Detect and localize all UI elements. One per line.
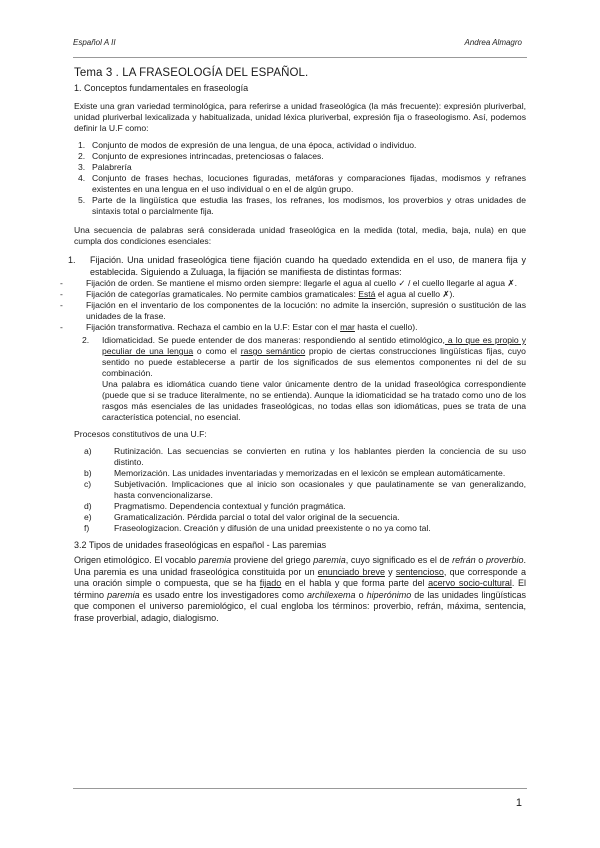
header-course: Español A II — [73, 38, 116, 47]
header-author: Andrea Almagro — [464, 38, 522, 47]
intro-paragraph: Existe una gran variedad terminológica, para referirse a unidad fraseológica (la más frecuente): expresión pluriverbal, unidad pluriverbal lexicalizada y habitualizada, unidad léxica pluriverbal, expresión fija o fraseologismo. Así, podemos definir la U.F como: — [74, 101, 526, 133]
list-item: - Fijación de categorías gramaticales. No permite cambios gramaticales: Está el agua al cuello ✗). — [60, 289, 455, 299]
list-item: - Fijación transformativa. Rechaza el cambio en la U.F: Estar con el mar hasta el cuello). — [60, 322, 418, 332]
footer-rule — [73, 788, 527, 789]
idiomaticidad-item: 2. Idiomaticidad. Se puede entender de dos maneras: respondiendo al sentido etimológico, a lo que es propio y peculiar de una lengua o como el rasgo semántico propio de ciertas construcciones lingüísticas fijas, cuyo sentido no puede establecerse a partir de los significados de sus elementos componentes ni del de su combinación. Una palabra es idiomática cuando tiene valor únicamente dentro de la unidad fraseológica correspondiente (puede que si se traduce literalmente, no se entienda). Aunque la idiomaticidad se ha tratado como uno de los rasgos más esenciales de las unidades fraseológicas, no todas ellas son idiomáticas, pues se trata de una característica potencial, no esencial. — [82, 335, 526, 422]
page-title: Tema 3 . LA FRASEOLOGÍA DEL ESPAÑOL. — [74, 67, 309, 79]
page-number: 1 — [515, 797, 522, 809]
list-item: c) Subjetivación. Implicaciones que al inicio son ocasionales y que paulatinamente se van generalizando, hasta convencionalizarse. — [84, 479, 526, 500]
definitions-list — [74, 140, 526, 217]
procesos-list — [74, 446, 526, 534]
fijacion-item: 1. Fijación. Una unidad fraseológica tiene fijación cuando ha quedado extendida en el uso, de manera fija y establecida. Siguiendo a Zuluaga, la fijación se manifiesta de distintas formas: — [68, 255, 526, 277]
header-rule — [73, 57, 527, 58]
list-item: 2. Conjunto de expresiones intrincadas, pretenciosas o falaces. — [78, 151, 324, 161]
list-item: f) Fraseologizacion. Creación y difusión de una unidad preexistente o no ya como tal. — [84, 523, 431, 533]
procesos-heading: Procesos constitutivos de una U.F: — [74, 429, 207, 439]
list-item: - Fijación de orden. Se mantiene el mismo orden siempre: llegarle el agua al cuello ✓ / el cuello llegarle al agua ✗. — [60, 278, 517, 288]
sequence-paragraph: Una secuencia de palabras será considerada unidad fraseológica en la medida (total, media, baja, nula) en que cumpla dos condiciones esenciales: — [74, 225, 526, 246]
fijacion-types-list — [60, 278, 526, 333]
list-item: b) Memorización. Las unidades inventariadas y memorizadas en el lexicón se emplean automáticamente. — [84, 468, 506, 478]
origen-paragraph: Origen etimológico. El vocablo paremia proviene del griego paremia, cuyo significado es el de refrán o proverbio. Una paremia es una unidad fraseológica constituida por un enunciado breve y sentencioso, que corresponde a una oración simple o compuesta, que se ha fijado en el habla y que forma parte del acervo socio-cultural. El término paremia es usado entre los investigadores como archilexema o hiperónimo de las unidades lingüísticas que componen el universo paremiológico, el cual engloba los términos: proverbio, refrán, máxima, sentencia, frase proverbial, adagio, dialogismo. — [74, 555, 527, 623]
list-item: 1. Conjunto de modos de expresión de una lengua, de una época, actividad o individuo. — [78, 140, 417, 150]
list-item: - Fijación en el inventario de los componentes de la locución: no admite la inserción, supresión o sustitución de las unidades de la frase. — [60, 300, 526, 321]
page-content — [60, 67, 527, 624]
list-item: e) Gramaticalización. Pérdida parcial o total del valor original de la secuencia. — [84, 512, 400, 522]
section-heading-1: 1. Conceptos fundamentales en fraseología — [74, 83, 249, 93]
list-item: d) Pragmatismo. Dependencia contextual y función pragmática. — [84, 501, 346, 511]
list-item: 5. Parte de la lingüística que estudia las frases, los refranes, los modismos, los proverbios y otras unidades de sintaxis total o parcialmente fija. — [78, 195, 526, 216]
list-item: 4. Conjunto de frases hechas, locuciones figuradas, metáforas y comparaciones fijadas, modismos y refranes existentes en una lengua en el uso individual o en el de algún grupo. — [78, 173, 526, 194]
list-item: a) Rutinización. Las secuencias se convierten en rutina y los hablantes pierden la conciencia de su uso distinto. — [84, 446, 526, 467]
section-heading-3-2: 3.2 Tipos de unidades fraseológicas en español - Las paremias — [74, 540, 327, 550]
list-item: 3. Palabrería — [78, 162, 132, 172]
